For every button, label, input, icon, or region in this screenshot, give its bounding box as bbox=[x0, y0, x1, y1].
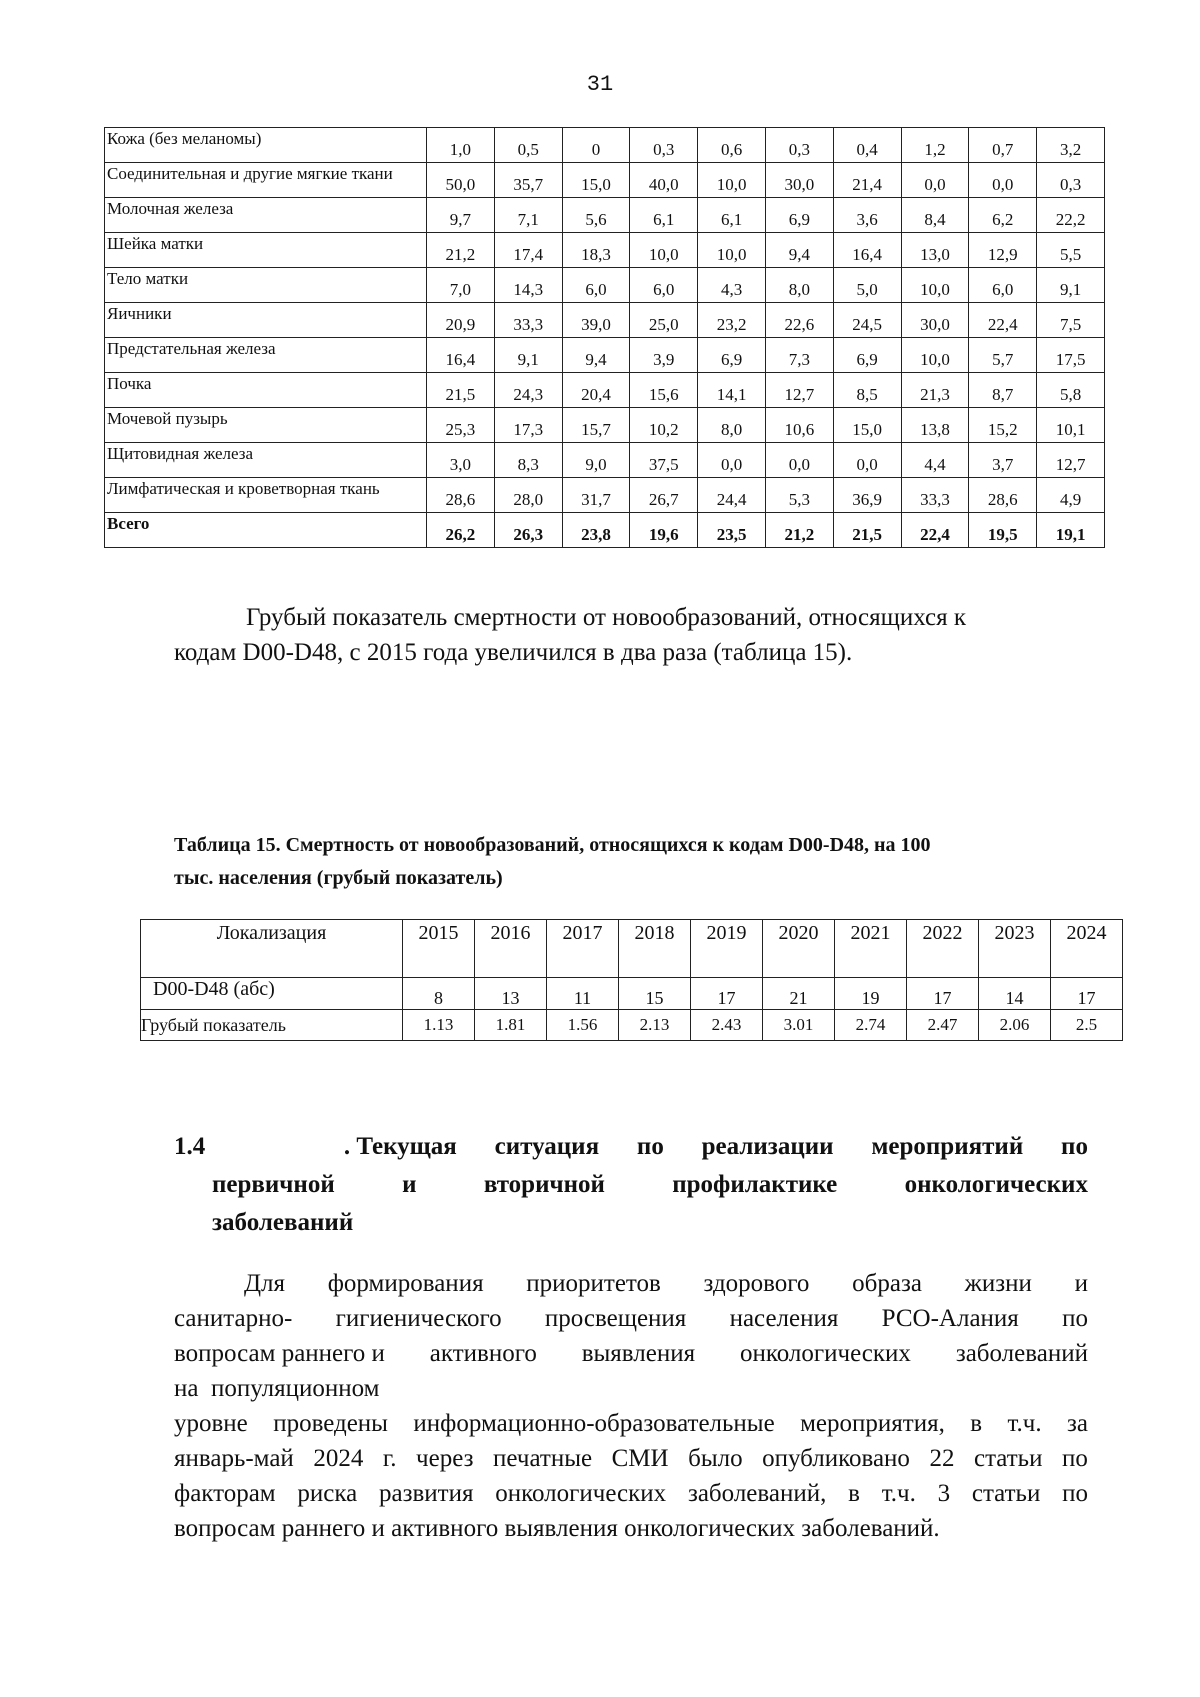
header-year: 2024 bbox=[1051, 920, 1123, 978]
cell-value: 6,9 bbox=[765, 198, 833, 233]
cell-value: 37,5 bbox=[630, 443, 698, 478]
cell-value: 15,2 bbox=[969, 408, 1037, 443]
paragraph-line: кодам D00-D48, с 2015 года увеличился в два раза (таблица 15). bbox=[174, 639, 853, 666]
table-15-caption bbox=[174, 829, 1074, 895]
paragraph-word: г. bbox=[382, 1445, 397, 1472]
cell-value: 36,9 bbox=[833, 478, 901, 513]
cell-value: 22,6 bbox=[765, 303, 833, 338]
cell-value: 24,5 bbox=[833, 303, 901, 338]
header-year: 2022 bbox=[907, 920, 979, 978]
cell-value: 0,6 bbox=[698, 128, 766, 163]
cell-value: 22,4 bbox=[969, 303, 1037, 338]
table-row bbox=[105, 128, 1105, 163]
paragraph-word: СМИ bbox=[611, 1445, 669, 1472]
paragraph-word: уровне bbox=[174, 1410, 248, 1437]
row-label: Лимфатическая и кроветворная ткань bbox=[105, 478, 427, 513]
cell-value: 1,2 bbox=[901, 128, 969, 163]
cell-value: 33,3 bbox=[494, 303, 562, 338]
paragraph-word: по bbox=[1062, 1305, 1088, 1332]
table-row bbox=[105, 478, 1105, 513]
paragraph-word: риска bbox=[297, 1480, 358, 1507]
paragraph-line bbox=[174, 1336, 1088, 1371]
heading-word: первичной bbox=[212, 1171, 335, 1198]
cell-value: 5,5 bbox=[1037, 233, 1105, 268]
cell-value: 0,7 bbox=[969, 128, 1037, 163]
cell-value: 12,7 bbox=[765, 373, 833, 408]
cell-value: 10,0 bbox=[901, 338, 969, 373]
header-year: 2021 bbox=[835, 920, 907, 978]
cell-value: 3,0 bbox=[427, 443, 495, 478]
cell-value: 6,1 bbox=[698, 198, 766, 233]
cell-value: 3,2 bbox=[1037, 128, 1105, 163]
cell-value: 8,0 bbox=[698, 408, 766, 443]
cell-value: 0,3 bbox=[765, 128, 833, 163]
paragraph-word: в bbox=[848, 1480, 860, 1507]
cell-value: 9,7 bbox=[427, 198, 495, 233]
heading-word: . Текущая bbox=[343, 1133, 457, 1160]
cell-value: 0,5 bbox=[494, 128, 562, 163]
cell-value: 26,7 bbox=[630, 478, 698, 513]
table-15-header-row bbox=[141, 920, 1123, 978]
cell-value: 7,1 bbox=[494, 198, 562, 233]
paragraph-word: онкологических bbox=[495, 1480, 667, 1507]
cell-value: 24,4 bbox=[698, 478, 766, 513]
row-label: Почка bbox=[105, 373, 427, 408]
cell-value: 14,1 bbox=[698, 373, 766, 408]
paragraph-word: факторам bbox=[174, 1480, 276, 1507]
cell-value: 6,0 bbox=[562, 268, 630, 303]
paragraph-word: 22 bbox=[929, 1445, 955, 1472]
cell-value: 17,4 bbox=[494, 233, 562, 268]
cell-value: 10,2 bbox=[630, 408, 698, 443]
cell-value: 19 bbox=[835, 978, 907, 1010]
paragraph-word: по bbox=[1062, 1480, 1088, 1507]
header-year: 2015 bbox=[403, 920, 475, 978]
header-year: 2023 bbox=[979, 920, 1051, 978]
cell-value: 7,5 bbox=[1037, 303, 1105, 338]
cell-value: 13,8 bbox=[901, 408, 969, 443]
cell-value: 5,7 bbox=[969, 338, 1037, 373]
cell-value: 6,0 bbox=[630, 268, 698, 303]
caption-line: тыс. населения (грубый показатель) bbox=[174, 867, 503, 889]
cell-value: 23,2 bbox=[698, 303, 766, 338]
paragraph-word: январь-май bbox=[174, 1445, 294, 1472]
cell-value: 19,5 bbox=[969, 513, 1037, 548]
row-label: Грубый показатель bbox=[141, 1010, 403, 1041]
paragraph-word: через bbox=[416, 1445, 474, 1472]
cell-value: 22,4 bbox=[901, 513, 969, 548]
table-15-abs-row bbox=[141, 978, 1123, 1010]
paragraph-word: формирования bbox=[327, 1270, 484, 1297]
paragraph-word: по bbox=[1061, 1445, 1088, 1472]
heading-word: онкологических bbox=[904, 1171, 1088, 1198]
cell-value: 10,0 bbox=[698, 163, 766, 198]
heading-word: и bbox=[402, 1171, 417, 1198]
paragraph-word: печатные bbox=[493, 1445, 593, 1472]
cell-value: 0,0 bbox=[833, 443, 901, 478]
row-label: Соединительная и другие мягкие ткани bbox=[105, 163, 427, 198]
table-row bbox=[105, 198, 1105, 233]
cell-value: 25,3 bbox=[427, 408, 495, 443]
cell-value: 15 bbox=[619, 978, 691, 1010]
cell-value: 28,6 bbox=[427, 478, 495, 513]
cell-value: 11 bbox=[547, 978, 619, 1010]
paragraph-word: проведены bbox=[273, 1410, 388, 1437]
cell-value: 26,2 bbox=[427, 513, 495, 548]
cell-value: 10,6 bbox=[765, 408, 833, 443]
cell-value: 2.13 bbox=[619, 1010, 691, 1041]
row-label: Тело матки bbox=[105, 268, 427, 303]
cell-value: 17 bbox=[1051, 978, 1123, 1010]
row-label: Мочевой пузырь bbox=[105, 408, 427, 443]
header-year: 2018 bbox=[619, 920, 691, 978]
heading-word: реализации bbox=[701, 1133, 834, 1160]
cell-value: 21,5 bbox=[427, 373, 495, 408]
cell-value: 16,4 bbox=[427, 338, 495, 373]
cell-value: 2.43 bbox=[691, 1010, 763, 1041]
cell-value: 5,6 bbox=[562, 198, 630, 233]
heading-word: мероприятий bbox=[871, 1133, 1024, 1160]
row-label: Яичники bbox=[105, 303, 427, 338]
cell-value: 0,4 bbox=[833, 128, 901, 163]
section-heading bbox=[174, 1128, 1088, 1242]
heading-line bbox=[174, 1128, 1088, 1166]
cell-value: 6,9 bbox=[698, 338, 766, 373]
header-year: 2016 bbox=[475, 920, 547, 978]
cell-value: 0,3 bbox=[1037, 163, 1105, 198]
paragraph-word: мероприятия, bbox=[800, 1410, 945, 1437]
cell-value: 4,3 bbox=[698, 268, 766, 303]
cell-value: 9,1 bbox=[1037, 268, 1105, 303]
table-14-body bbox=[105, 128, 1105, 548]
cell-value: 28,0 bbox=[494, 478, 562, 513]
paragraph-line bbox=[174, 1406, 1088, 1441]
cell-value: 1.56 bbox=[547, 1010, 619, 1041]
heading-word: по bbox=[636, 1133, 664, 1160]
cell-value: 9,1 bbox=[494, 338, 562, 373]
cell-value: 25,0 bbox=[630, 303, 698, 338]
table-15 bbox=[140, 919, 1123, 1041]
cell-value: 17 bbox=[907, 978, 979, 1010]
paragraph-word: онкологических bbox=[739, 1340, 911, 1367]
paragraph-word: выявления bbox=[581, 1340, 696, 1367]
cell-value: 9,0 bbox=[562, 443, 630, 478]
paragraph-word: гигиенического bbox=[335, 1305, 502, 1332]
cell-value: 3,6 bbox=[833, 198, 901, 233]
cell-value: 13 bbox=[475, 978, 547, 1010]
cell-value: 0,0 bbox=[765, 443, 833, 478]
paragraph-word: активного bbox=[429, 1340, 537, 1367]
paragraph-word: жизни bbox=[964, 1270, 1032, 1297]
cell-value: 23,5 bbox=[698, 513, 766, 548]
cell-value: 5,8 bbox=[1037, 373, 1105, 408]
cell-value: 2.47 bbox=[907, 1010, 979, 1041]
cell-value: 24,3 bbox=[494, 373, 562, 408]
cell-value: 7,3 bbox=[765, 338, 833, 373]
cell-value: 22,2 bbox=[1037, 198, 1105, 233]
paragraph-word: статьи bbox=[973, 1445, 1043, 1472]
paragraph-word: и bbox=[1074, 1270, 1088, 1297]
cell-value: 3.01 bbox=[763, 1010, 835, 1041]
cell-value: 0,0 bbox=[698, 443, 766, 478]
row-label: Щитовидная железа bbox=[105, 443, 427, 478]
table-row-total bbox=[105, 513, 1105, 548]
cell-value: 10,0 bbox=[698, 233, 766, 268]
cell-value: 16,4 bbox=[833, 233, 901, 268]
cell-value: 1.81 bbox=[475, 1010, 547, 1041]
cell-value: 21,2 bbox=[427, 233, 495, 268]
heading-line bbox=[174, 1204, 1088, 1242]
header-year: 2020 bbox=[763, 920, 835, 978]
paragraph-word: Для bbox=[244, 1270, 286, 1297]
row-label: Молочная железа bbox=[105, 198, 427, 233]
cell-value: 21,3 bbox=[901, 373, 969, 408]
header-localization: Локализация bbox=[141, 920, 403, 978]
paragraph-line: Грубый показатель смертности от новообразований, относящихся к bbox=[246, 604, 967, 631]
table-row bbox=[105, 163, 1105, 198]
cell-value: 19,6 bbox=[630, 513, 698, 548]
cell-value: 39,0 bbox=[562, 303, 630, 338]
cell-value: 0 bbox=[562, 128, 630, 163]
cell-value: 13,0 bbox=[901, 233, 969, 268]
paragraph-word: санитарно- bbox=[174, 1305, 293, 1332]
cell-value: 21 bbox=[763, 978, 835, 1010]
cell-value: 10,1 bbox=[1037, 408, 1105, 443]
cell-value: 6,0 bbox=[969, 268, 1037, 303]
cell-value: 19,1 bbox=[1037, 513, 1105, 548]
cell-value: 20,4 bbox=[562, 373, 630, 408]
paragraph-word: заболеваний, bbox=[687, 1480, 827, 1507]
heading-word: профилактике bbox=[672, 1171, 838, 1198]
cell-value: 21,2 bbox=[765, 513, 833, 548]
cell-value: 2.5 bbox=[1051, 1010, 1123, 1041]
cell-value: 15,6 bbox=[630, 373, 698, 408]
heading-word: заболеваний bbox=[212, 1209, 354, 1236]
heading-line bbox=[174, 1166, 1088, 1204]
table-14-continuation bbox=[104, 127, 1105, 548]
cell-value: 0,0 bbox=[969, 163, 1037, 198]
heading-word: вторичной bbox=[483, 1171, 605, 1198]
cell-value: 17,3 bbox=[494, 408, 562, 443]
paragraph-line bbox=[174, 1266, 1088, 1301]
cell-value: 4,9 bbox=[1037, 478, 1105, 513]
cell-value: 1.13 bbox=[403, 1010, 475, 1041]
paragraph-line: на популяционном bbox=[174, 1375, 380, 1402]
paragraph-line bbox=[174, 1301, 1088, 1336]
paragraph-word: было bbox=[688, 1445, 743, 1472]
cell-value: 9,4 bbox=[562, 338, 630, 373]
cell-value: 40,0 bbox=[630, 163, 698, 198]
cell-value: 5,3 bbox=[765, 478, 833, 513]
cell-value: 9,4 bbox=[765, 233, 833, 268]
cell-value: 8,7 bbox=[969, 373, 1037, 408]
row-label: Шейка матки bbox=[105, 233, 427, 268]
cell-value: 21,5 bbox=[833, 513, 901, 548]
table-row bbox=[105, 443, 1105, 478]
cell-value: 15,7 bbox=[562, 408, 630, 443]
header-year: 2019 bbox=[691, 920, 763, 978]
cell-value: 12,9 bbox=[969, 233, 1037, 268]
cell-value: 3,7 bbox=[969, 443, 1037, 478]
cell-value: 33,3 bbox=[901, 478, 969, 513]
cell-value: 8,0 bbox=[765, 268, 833, 303]
row-label: Предстательная железа bbox=[105, 338, 427, 373]
cell-value: 10,0 bbox=[901, 268, 969, 303]
paragraph-word: просвещения bbox=[544, 1305, 687, 1332]
paragraph-word: в bbox=[970, 1410, 983, 1437]
cell-value: 2.74 bbox=[835, 1010, 907, 1041]
caption-line: Таблица 15. Смертность от новообразований, относящихся к кодам D00-D48, на 100 bbox=[174, 834, 931, 856]
cell-value: 26,3 bbox=[494, 513, 562, 548]
table-row bbox=[105, 373, 1105, 408]
table-15-crude-row bbox=[141, 1010, 1123, 1041]
cell-value: 0,0 bbox=[901, 163, 969, 198]
table-row bbox=[105, 408, 1105, 443]
cell-value: 21,4 bbox=[833, 163, 901, 198]
cell-value: 6,1 bbox=[630, 198, 698, 233]
cell-value: 30,0 bbox=[765, 163, 833, 198]
paragraph-line: вопросам раннего и активного выявления онкологических заболеваний. bbox=[174, 1515, 940, 1542]
heading-word: ситуация bbox=[494, 1133, 600, 1160]
paragraph-word: РСО-Алания bbox=[881, 1305, 1019, 1332]
cell-value: 12,7 bbox=[1037, 443, 1105, 478]
cell-value: 8 bbox=[403, 978, 475, 1010]
row-label: Кожа (без меланомы) bbox=[105, 128, 427, 163]
cell-value: 2.06 bbox=[979, 1010, 1051, 1041]
cell-value: 18,3 bbox=[562, 233, 630, 268]
cell-value: 8,5 bbox=[833, 373, 901, 408]
paragraph-word: развития bbox=[379, 1480, 474, 1507]
cell-value: 23,8 bbox=[562, 513, 630, 548]
paragraph-word: 2024 bbox=[313, 1445, 364, 1472]
paragraph-word: вопросам раннего и bbox=[174, 1340, 385, 1367]
cell-value: 0,3 bbox=[630, 128, 698, 163]
cell-value: 35,7 bbox=[494, 163, 562, 198]
table-row bbox=[105, 303, 1105, 338]
cell-value: 10,0 bbox=[630, 233, 698, 268]
table-row bbox=[105, 233, 1105, 268]
row-label: Всего bbox=[105, 513, 427, 548]
paragraph-word: т.ч. bbox=[1007, 1410, 1042, 1437]
cell-value: 28,6 bbox=[969, 478, 1037, 513]
row-label: D00-D48 (абс) bbox=[141, 978, 403, 1010]
paragraph-word: 3 bbox=[937, 1480, 951, 1507]
paragraph-word: за bbox=[1067, 1410, 1088, 1437]
paragraph-word: приоритетов bbox=[526, 1270, 661, 1297]
cell-value: 5,0 bbox=[833, 268, 901, 303]
section-number: 1.4 bbox=[174, 1133, 206, 1160]
cell-value: 31,7 bbox=[562, 478, 630, 513]
header-year: 2017 bbox=[547, 920, 619, 978]
cell-value: 8,4 bbox=[901, 198, 969, 233]
cell-value: 14,3 bbox=[494, 268, 562, 303]
cell-value: 7,0 bbox=[427, 268, 495, 303]
paragraph-word: образа bbox=[852, 1270, 922, 1297]
paragraph-prevention bbox=[174, 1266, 1088, 1546]
cell-value: 4,4 bbox=[901, 443, 969, 478]
cell-value: 17,5 bbox=[1037, 338, 1105, 373]
cell-value: 30,0 bbox=[901, 303, 969, 338]
paragraph-word: здорового bbox=[703, 1270, 810, 1297]
cell-value: 6,2 bbox=[969, 198, 1037, 233]
table-row bbox=[105, 338, 1105, 373]
page-number: 31 bbox=[586, 72, 614, 97]
cell-value: 1,0 bbox=[427, 128, 495, 163]
paragraph-crude-mortality bbox=[174, 600, 1064, 670]
heading-word: по bbox=[1061, 1133, 1088, 1160]
paragraph-word: информационно-образовательные bbox=[413, 1410, 775, 1437]
cell-value: 3,9 bbox=[630, 338, 698, 373]
cell-value: 17 bbox=[691, 978, 763, 1010]
paragraph-word: опубликовано bbox=[762, 1445, 910, 1472]
paragraph-word: заболеваний bbox=[955, 1340, 1088, 1367]
paragraph-line bbox=[174, 1476, 1088, 1511]
cell-value: 15,0 bbox=[562, 163, 630, 198]
paragraph-word: населения bbox=[729, 1305, 839, 1332]
paragraph-line bbox=[174, 1441, 1088, 1476]
table-row bbox=[105, 268, 1105, 303]
cell-value: 15,0 bbox=[833, 408, 901, 443]
cell-value: 20,9 bbox=[427, 303, 495, 338]
cell-value: 50,0 bbox=[427, 163, 495, 198]
cell-value: 14 bbox=[979, 978, 1051, 1010]
paragraph-word: статьи bbox=[971, 1480, 1041, 1507]
cell-value: 6,9 bbox=[833, 338, 901, 373]
cell-value: 8,3 bbox=[494, 443, 562, 478]
paragraph-word: т.ч. bbox=[881, 1480, 916, 1507]
